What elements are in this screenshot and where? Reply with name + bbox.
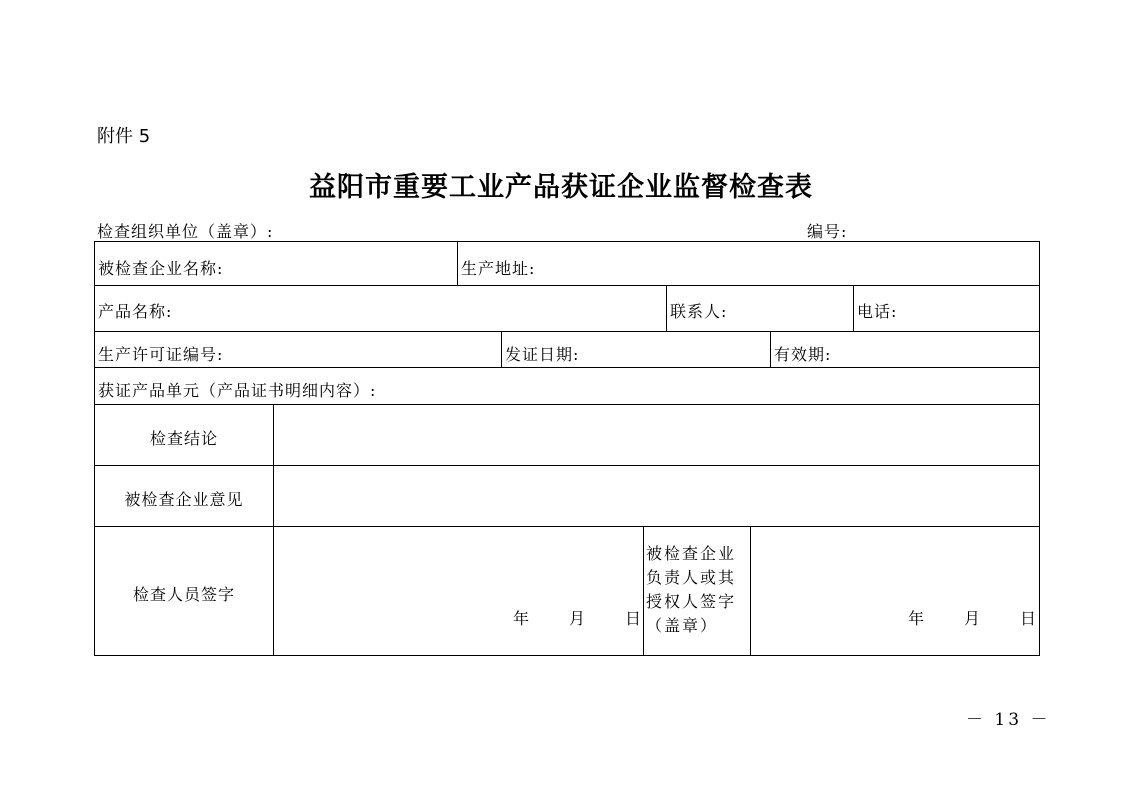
page-title: 益阳市重要工业产品获证企业监督检查表 [309, 172, 813, 203]
license-number-field[interactable]: 生产许可证编号: [98, 345, 224, 364]
page-number: － 13 － [966, 710, 1051, 730]
validity-field[interactable]: 有效期: [774, 345, 832, 364]
date-month-label: 月 [569, 609, 586, 628]
date-year-label: 年 [908, 609, 925, 628]
contact-person-field[interactable]: 联系人: [670, 302, 728, 321]
col-divider [501, 331, 502, 367]
date-day-label: 日 [625, 609, 642, 628]
row-divider [95, 367, 1039, 368]
attachment-label: 附件 5 [97, 126, 151, 147]
col-divider [666, 285, 667, 331]
responsible-label-line: 授权人签字 [646, 592, 737, 611]
col-divider [750, 526, 751, 655]
col-divider [853, 285, 854, 331]
responsible-sign-date [908, 606, 1038, 626]
row-divider [95, 285, 1039, 286]
inspection-org-label: 检查组织单位（盖章）: [97, 222, 274, 241]
phone-field[interactable]: 电话: [857, 302, 898, 321]
responsible-label-line: 被检查企业 [646, 544, 737, 563]
product-name-field[interactable]: 产品名称: [98, 302, 173, 321]
responsible-signature-label [646, 542, 736, 638]
company-opinion-input-area[interactable] [275, 466, 1037, 525]
col-divider [273, 404, 274, 655]
col-divider [770, 331, 771, 367]
responsible-label-line: （盖章） [646, 616, 719, 635]
certified-units-field[interactable]: 获证产品单元（产品证书明细内容）: [98, 381, 377, 400]
inspector-signature-area[interactable] [275, 527, 642, 654]
responsible-label-line: 负责人或其 [646, 568, 737, 587]
serial-number-label: 编号: [807, 222, 848, 241]
conclusion-input-area[interactable] [275, 405, 1037, 464]
inspector-sign-date [513, 606, 643, 626]
inspection-form-table [94, 241, 1040, 656]
date-day-label: 日 [1020, 609, 1037, 628]
production-address-field[interactable]: 生产地址: [461, 259, 536, 278]
date-year-label: 年 [513, 609, 530, 628]
date-month-label: 月 [964, 609, 981, 628]
responsible-signature-area[interactable] [752, 527, 1037, 654]
row-divider [95, 331, 1039, 332]
conclusion-label: 检查结论 [149, 429, 218, 448]
company-opinion-label: 被检查企业意见 [124, 490, 244, 509]
col-divider [643, 526, 644, 655]
inspector-signature-label: 检查人员签字 [132, 585, 235, 604]
issue-date-field[interactable]: 发证日期: [505, 345, 580, 364]
company-name-field[interactable]: 被检查企业名称: [98, 259, 224, 278]
col-divider [457, 242, 458, 285]
